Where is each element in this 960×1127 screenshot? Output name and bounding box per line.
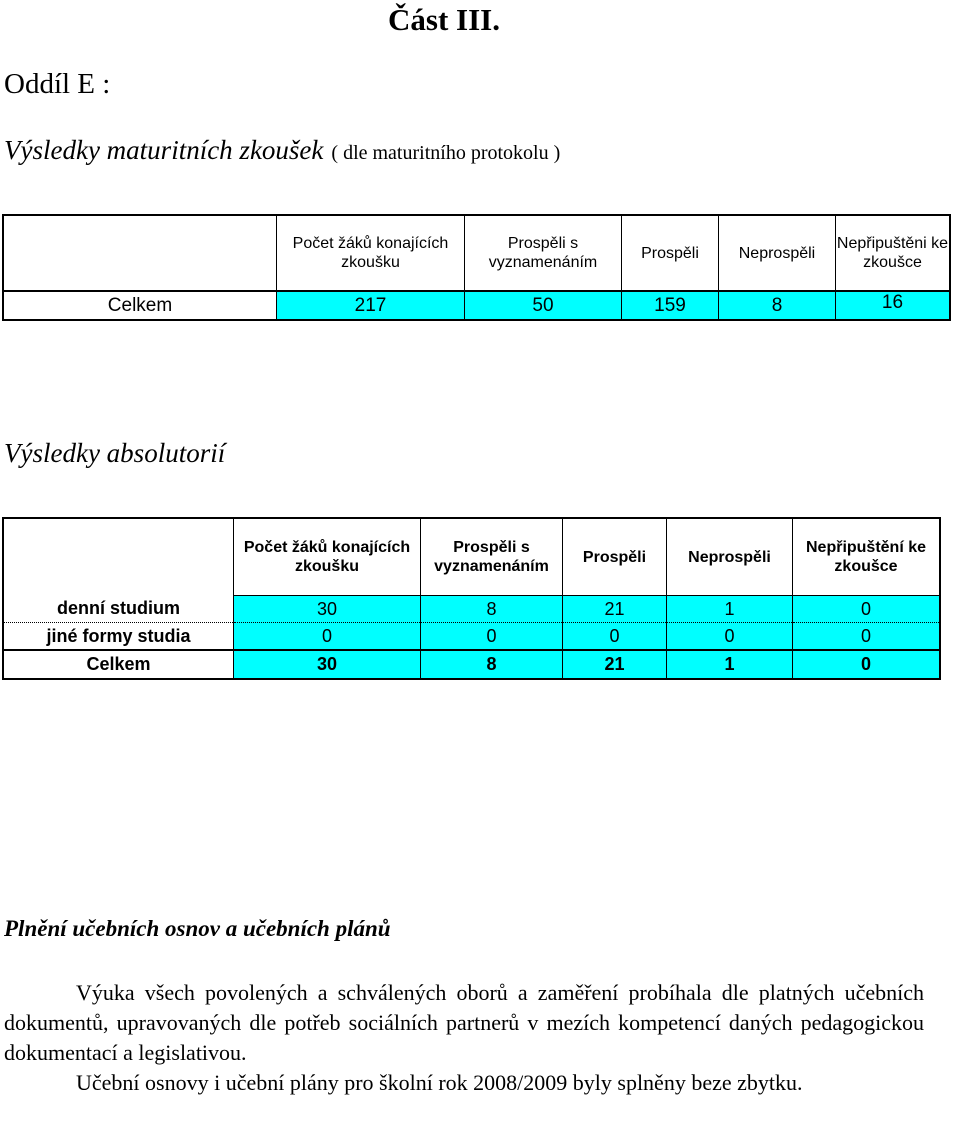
header-blank-cell — [3, 215, 277, 291]
header-cell: Počet žáků konajících zkoušku — [277, 215, 465, 291]
header-cell: Neprospěli — [719, 215, 836, 291]
value-cell: 1 — [667, 650, 793, 679]
table-row — [3, 623, 940, 651]
section-title: Oddíl E : — [4, 68, 111, 100]
row-label: Celkem — [3, 650, 234, 679]
value-cell: 8 — [421, 650, 563, 679]
absolutorium-results-table — [2, 517, 941, 680]
maturity-results-table — [2, 214, 951, 321]
value-cell: 50 — [465, 291, 622, 320]
value-cell: 159 — [622, 291, 719, 320]
row-label: Celkem — [3, 291, 277, 320]
value-cell: 30 — [234, 650, 421, 679]
curriculum-paragraph-1: Výuka všech povolených a schválených oborů a zaměření probíhala dle platných učebních dokumentů, upravovaných dle potřeb sociálních partnerů v mezích kompetencí daných pedagogickou dokumentací a legislativou. — [4, 980, 924, 1065]
curriculum-heading: Plnění učebních osnov a učebních plánů — [4, 916, 391, 941]
row-label: denní studium — [3, 596, 234, 623]
header-cell: Prospěli s vyznamenáním — [421, 518, 563, 596]
value-cell: 0 — [667, 623, 793, 651]
value-cell: 0 — [793, 623, 941, 651]
value-cell: 21 — [563, 650, 667, 679]
value-cell: 16 — [836, 291, 951, 320]
absolutorium-results-heading: Výsledky absolutorií — [4, 438, 226, 468]
curriculum-paragraph-2: Učební osnovy i učební plány pro školní rok 2008/2009 byly splněny beze zbytku. — [76, 1070, 803, 1095]
part-title: Část III. — [388, 2, 500, 37]
value-cell: 0 — [421, 623, 563, 651]
header-cell: Neprospěli — [667, 518, 793, 596]
table-row — [3, 291, 950, 320]
value-cell: 0 — [793, 650, 941, 679]
row-label: jiné formy studia — [3, 623, 234, 651]
value-cell: 30 — [234, 596, 421, 623]
maturity-header-row — [3, 215, 950, 291]
value-cell: 1 — [667, 596, 793, 623]
header-cell: Prospěli s vyznamenáním — [465, 215, 622, 291]
header-cell: Prospěli — [622, 215, 719, 291]
header-cell: Počet žáků konajících zkoušku — [234, 518, 421, 596]
value-cell: 0 — [793, 596, 941, 623]
maturity-results-note: ( dle maturitního protokolu ) — [331, 142, 561, 164]
maturity-results-heading — [4, 135, 560, 166]
table-row — [3, 596, 940, 623]
header-blank-cell — [3, 518, 234, 596]
header-cell: Prospěli — [563, 518, 667, 596]
header-cell: Nepřipuštění ke zkoušce — [793, 518, 941, 596]
value-cell: 0 — [234, 623, 421, 651]
maturity-results-title: Výsledky maturitních zkoušek — [4, 135, 324, 165]
header-cell: Nepřipuštěni ke zkoušce — [836, 215, 951, 291]
value-cell: 21 — [563, 596, 667, 623]
value-cell: 8 — [421, 596, 563, 623]
value-cell: 0 — [563, 623, 667, 651]
table-row-total — [3, 650, 940, 679]
value-cell: 217 — [277, 291, 465, 320]
absolutorium-header-row — [3, 518, 940, 596]
value-cell: 8 — [719, 291, 836, 320]
